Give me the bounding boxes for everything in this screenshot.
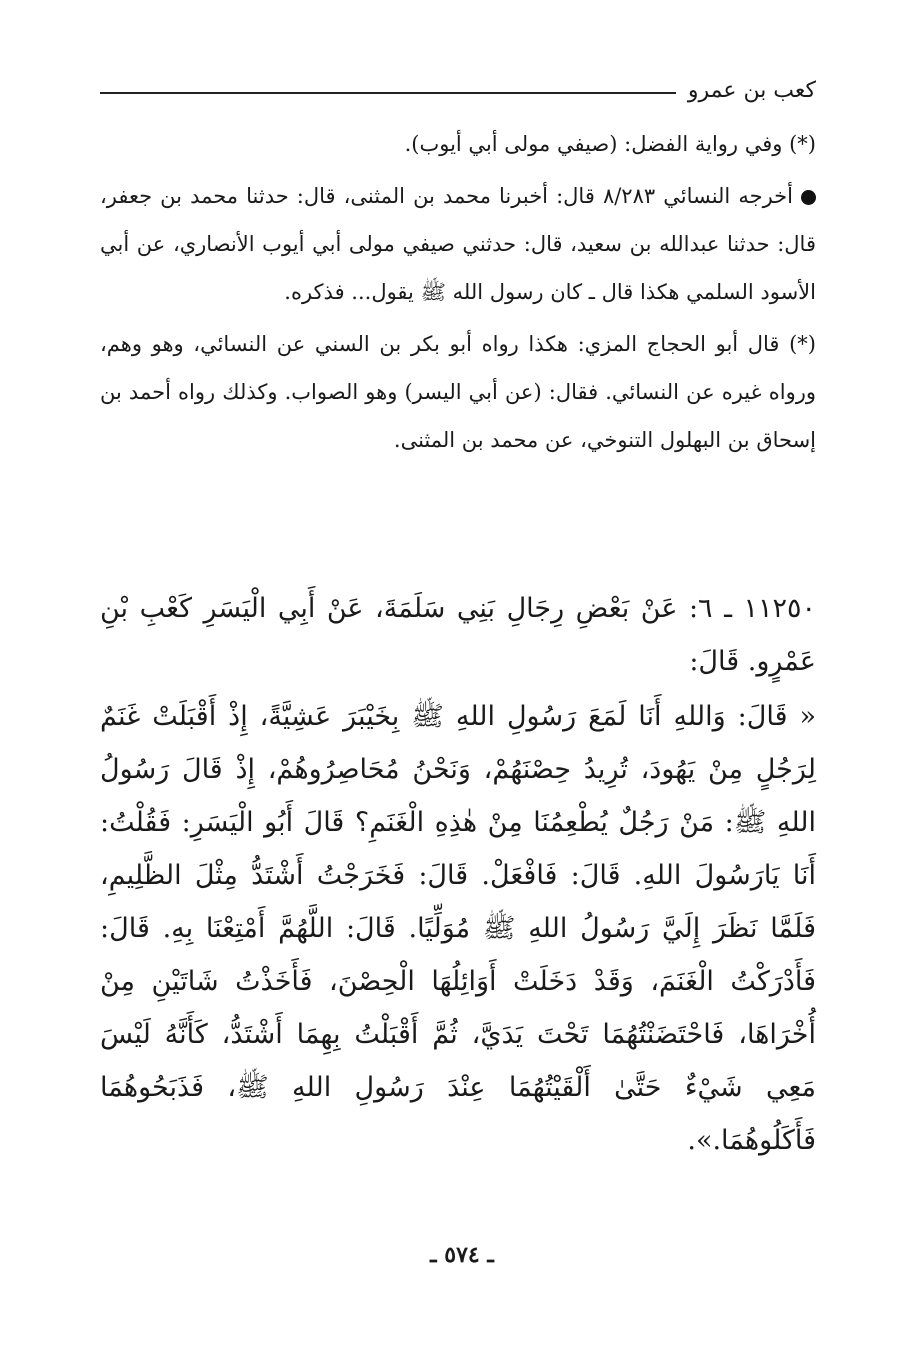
page-number: ـ ٥٧٤ ـ <box>430 1242 494 1268</box>
hadith-heading: ١١٢٥٠ ـ ٦: عَنْ بَعْضِ رِجَالِ بَنِي سَلَمَةَ، عَنْ أَبِي الْيَسَرِ كَعْبِ بْنِ عَمْرٍو. قَالَ: <box>100 593 816 677</box>
hadith-text: « قَالَ: وَاللهِ أَنَا لَمَعَ رَسُولِ اللهِ ﷺ بِخَيْبَرَ عَشِيَّةً، إِذْ أَقْبَلَتْ غَنَمٌ لِرَجُلٍ مِنْ يَهُودَ، تُرِيدُ حِصْنَهُمْ، وَنَحْنُ مُحَاصِرُوهُمْ، إِذْ قَالَ رَسُولُ اللهِ ﷺ: مَنْ رَجُلٌ يُطْعِمُنَا مِنْ هٰذِهِ الْغَنَمِ؟ قَالَ أَبُو الْيَسَرِ: فَقُلْتُ: أَنَا يَارَسُولَ اللهِ. قَالَ: فَافْعَلْ. قَالَ: فَخَرَجْتُ أَشْتَدُّ مِثْلَ الظَّلِيمِ، فَلَمَّا نَظَرَ إِلَيَّ رَسُولُ اللهِ ﷺ مُوَلِّيًا. قَالَ: اللَّهُمَّ أَمْتِعْنَا بِهِ. قَالَ: فَأَدْرَكْتُ الْغَنَمَ، وَقَدْ دَخَلَتْ أَوَائِلُهَا الْحِصْنَ، فَأَخَذْتُ شَاتَيْنِ مِنْ أُخْرَاهَا، فَاحْتَضَنْتُهُمَا تَحْتَ يَدَيَّ، ثُمَّ أَقْبَلْتُ بِهِمَا أَشْتَدُّ، كَأَنَّهُ لَيْسَ مَعِي شَيْءٌ حَتَّىٰ أَلْقَيْتُهُمَا عِنْدَ رَسُولِ اللهِ ﷺ، فَذَبَحُوهُمَا فَأَكَلُوهُمَا.». <box>100 701 816 1156</box>
running-header <box>100 70 816 110</box>
hadith-section <box>100 582 816 1167</box>
header-title: كعب بن عمرو <box>687 77 816 103</box>
note-nasai-text: أخرجه النسائي ٨/٢٨٣ قال: أخبرنا محمد بن المثنى، قال: حدثنا محمد بن جعفر، قال: حدثنا عبدالله بن سعيد، قال: حدثني صيفي مولى أبي أيوب الأنصاري، عن أبي الأسود السلمي هكذا قال ـ كان رسول الله ﷺ يقول... فذكره. <box>100 184 816 304</box>
footnotes-section <box>100 120 816 468</box>
note-nasai-source <box>100 172 816 316</box>
header-rule <box>100 92 676 94</box>
note-fadl-narration: (*) وفي رواية الفضل: (صيفي مولى أبي أيوب). <box>404 132 816 156</box>
note-mizzi-comment: (*) قال أبو الحجاج المزي: هكذا رواه أبو بكر بن السني عن النسائي، وهو وهم، ورواه غيره عن النسائي. فقال: (عن أبي اليسر) وهو الصواب. وكذلك رواه أحمد بن إسحاق بن البهلول التنوخي، عن محمد بن المثنى. <box>100 332 816 452</box>
bullet-icon <box>801 190 816 205</box>
